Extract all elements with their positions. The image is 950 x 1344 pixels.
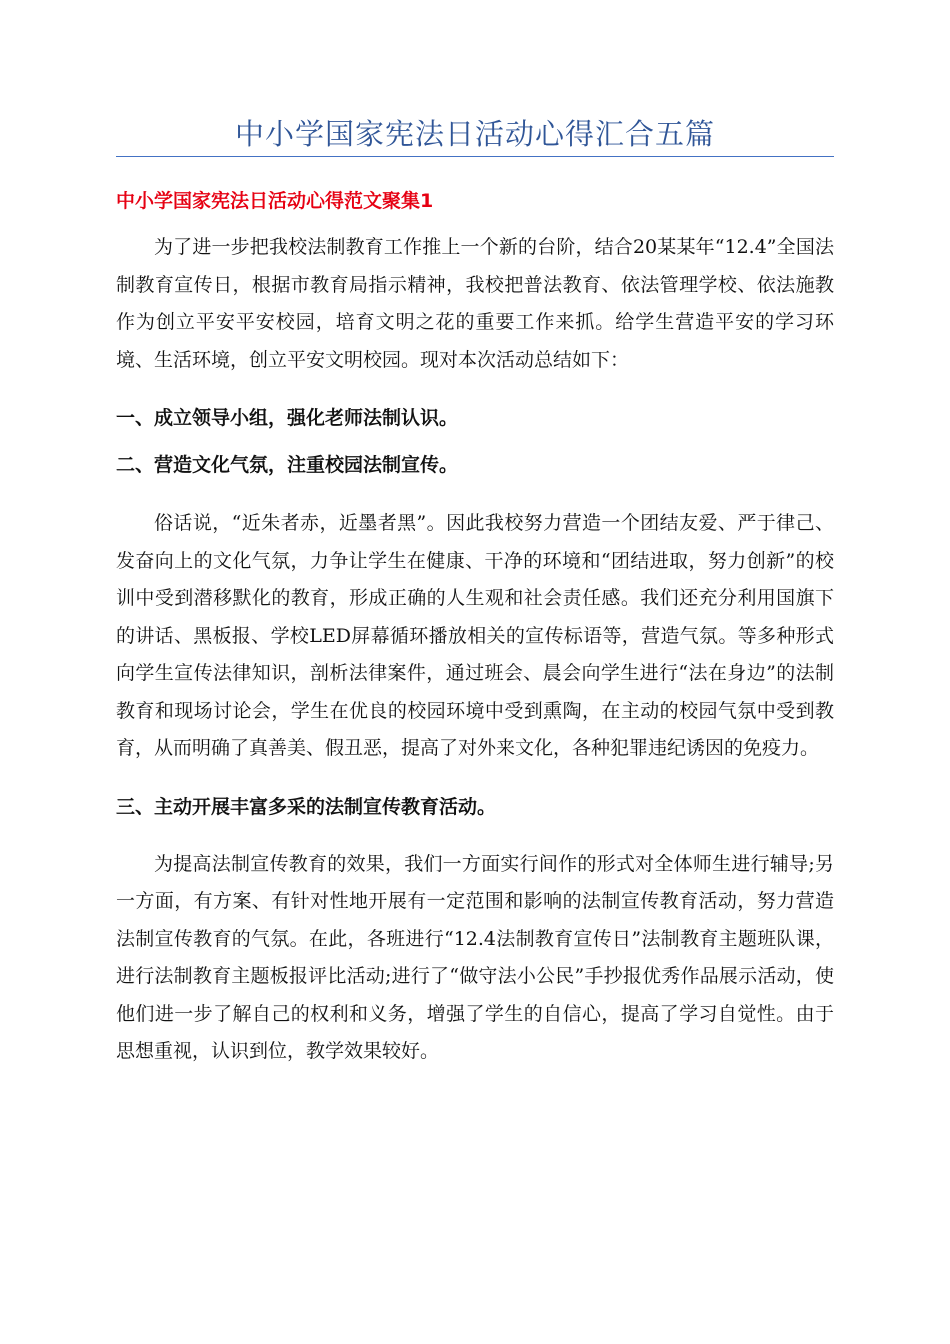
paragraph-intro: 为了进一步把我校法制教育工作推上一个新的台阶，结合20某某年“12.4”全国法制教育宣传日，根据市教育局指示精神，我校把普法教育、依法管理学校、依法施教作为创立平安平安校园，培育文明之花的重要工作来抓。给学生营造平安的学习环境、生活环境，创立平安文明校园。现对本次活动总结如下： — [116, 236, 834, 371]
paragraph-activities: 为提高法制宣传教育的效果，我们一方面实行间作的形式对全体师生进行辅导;另一方面，有方案、有针对性地开展有一定范围和影响的法制宣传教育活动，努力营造法制宣传教育的气氛。在此，各班进行“12.4法制教育宣传日”法制教育主题班队课，进行法制教育主题板报评比活动;进行了“做守法小公民”手抄报优秀作品展示活动，使他们进一步了解自己的权利和义务，增强了学生的自信心，提高了学习自觉性。由于思想重视，认识到位，教学效果较好。 — [116, 852, 834, 1062]
document-title: 中小学国家宪法日活动心得汇合五篇 — [234, 117, 715, 151]
paragraph-culture: 俗话说，“近朱者赤，近墨者黑”。因此我校努力营造一个团结友爱、严于律己、发奋向上的文化气氛，力争让学生在健康、干净的环境和“团结进取，努力创新”的校训中受到潜移默化的教育，形成正确的人生观和社会责任感。我们还充分利用国旗下的讲话、黑板报、学校LED屏幕循环播放相关的宣传标语等，营造气氛。等多种形式向学生宣传法律知识，剖析法律案件，通过班会、晨会向学生进行“法在身边”的法制教育和现场讨论会，学生在优良的校园环境中受到熏陶，在主动的校园气氛中受到教育，从而明确了真善美、假丑恶，提高了对外来文化，各种犯罪违纪诱因的免疫力。 — [116, 512, 834, 759]
subheading-2: 二、营造文化气氛，注重校园法制宣传。 — [116, 454, 459, 476]
subheading-1: 一、成立领导小组，强化老师法制认识。 — [116, 407, 459, 429]
subheading-3: 三、主动开展丰富多采的法制宣传教育活动。 — [116, 795, 497, 818]
document-page — [116, 0, 834, 1071]
section-heading: 中小学国家宪法日活动心得范文聚集1 — [116, 190, 434, 212]
title-underline — [116, 156, 834, 157]
